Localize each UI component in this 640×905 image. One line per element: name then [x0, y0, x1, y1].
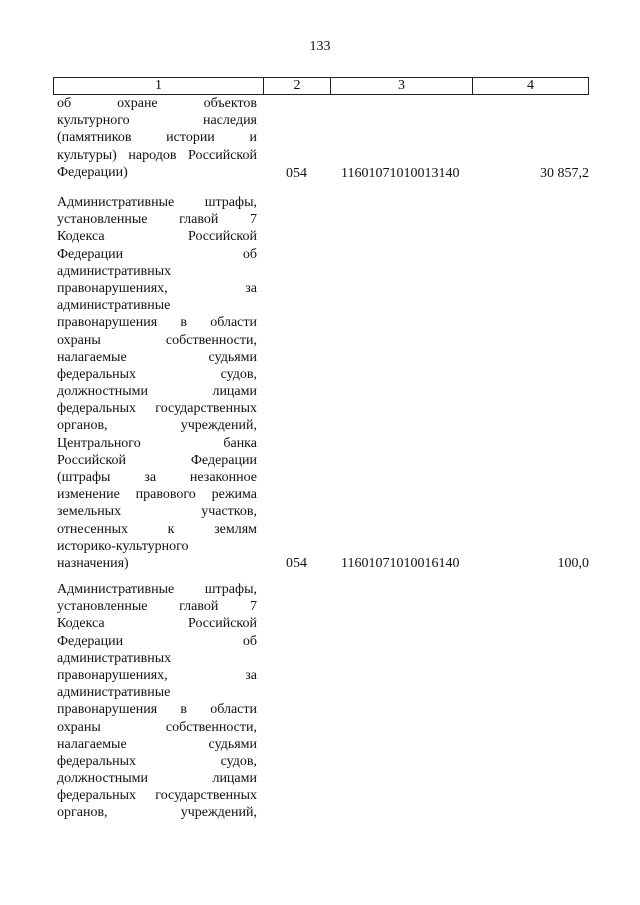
- header-cell-4: 4: [527, 78, 534, 93]
- description-line: административные: [57, 298, 171, 314]
- description-line: земельных участков,: [57, 504, 257, 520]
- description-line: об охране объектов: [57, 96, 257, 111]
- description-line: Кодекса Российской: [57, 229, 257, 245]
- description-line: установленные главой 7: [57, 599, 257, 615]
- description-line: Кодекса Российской: [57, 616, 257, 632]
- description-line: Административные штрафы,: [57, 195, 257, 210]
- row-kbk: 11601071010013140: [341, 166, 460, 181]
- row-code: 054: [286, 556, 307, 571]
- row-kbk: 11601071010016140: [341, 556, 460, 571]
- description-line: административных: [57, 650, 172, 666]
- description-line: (штрафы за незаконное: [57, 470, 257, 485]
- description-line: (памятников истории и: [57, 130, 257, 146]
- table-header: [53, 77, 589, 95]
- description-line: органов, учреждений,: [57, 418, 257, 434]
- description-line: налагаемые судьями: [57, 736, 257, 752]
- description-line: правонарушениях, за: [57, 667, 257, 683]
- row-code: 054: [286, 166, 307, 181]
- description-line: Федерации об: [57, 246, 257, 262]
- description-line: Российской Федерации: [57, 452, 257, 468]
- description-line: должностными лицами: [57, 384, 257, 400]
- description-line: федеральных судов,: [57, 753, 257, 769]
- description-line: изменение правового режима: [57, 487, 257, 503]
- description-line: правонарушениях, за: [57, 280, 257, 296]
- description-line: историко-культурного: [57, 538, 189, 554]
- page-number: 133: [309, 39, 331, 54]
- description-line: органов, учреждений,: [57, 805, 257, 821]
- description-line: федеральных судов,: [57, 366, 257, 382]
- description-line: назначения): [57, 555, 129, 571]
- row-description: [57, 581, 257, 822]
- description-line: охраны собственности,: [57, 332, 257, 348]
- row-amount: 30 857,2: [540, 166, 589, 181]
- header-cell-2: 2: [264, 78, 331, 94]
- description-line: налагаемые судьями: [57, 349, 257, 365]
- description-line: охраны собственности,: [57, 719, 257, 735]
- description-line: административных: [57, 263, 172, 279]
- description-line: должностными лицами: [57, 771, 257, 787]
- description-line: правонарушения в области: [57, 315, 257, 331]
- description-line: федеральных государственных: [57, 401, 257, 417]
- description-line: административные: [57, 685, 171, 701]
- description-line: культурного наследия: [57, 113, 257, 129]
- header-cell-3: 3: [331, 78, 473, 94]
- description-line: Федерации об: [57, 633, 257, 649]
- description-line: установленные главой 7: [57, 212, 257, 228]
- row-description: [57, 194, 257, 572]
- description-line: культуры) народов Российской: [57, 147, 257, 163]
- description-line: отнесенных к землям: [57, 521, 257, 537]
- row-description: [57, 95, 257, 181]
- description-line: Федерации): [57, 164, 128, 180]
- description-line: правонарушения в области: [57, 702, 257, 718]
- description-line: Центрального банка: [57, 435, 257, 451]
- header-cell-1: 1: [54, 78, 264, 94]
- description-line: Административные штрафы,: [57, 582, 257, 597]
- description-line: федеральных государственных: [57, 788, 257, 804]
- row-amount: 100,0: [557, 556, 589, 571]
